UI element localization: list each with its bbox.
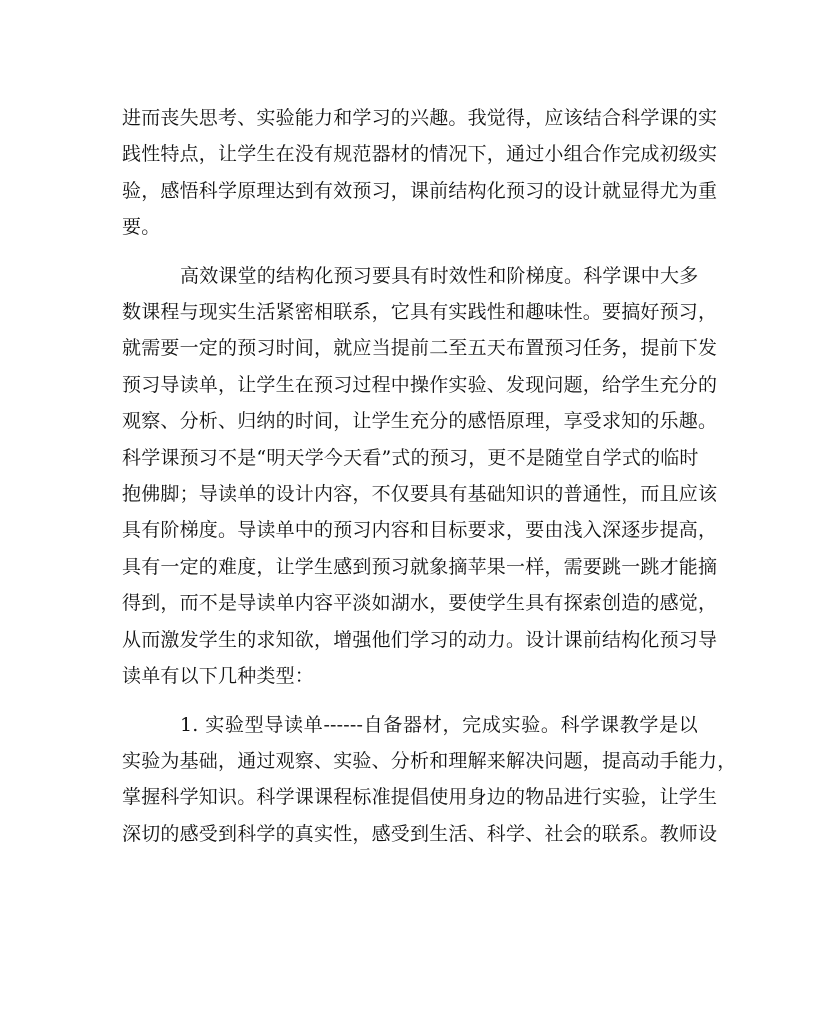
- paragraph-spacing: [122, 695, 698, 707]
- text-line: 就需要一定的预习时间，就应当提前二至五天布置预习任务，提前下发: [122, 337, 718, 360]
- paragraph-spacing: [122, 246, 698, 258]
- paragraph: [122, 707, 737, 853]
- text-line: 具有阶梯度。导读单中的预习内容和目标要求，要由浅入深逐步提高，: [122, 519, 718, 542]
- text-line: 抱佛脚；导读单的设计内容，不仅要具有基础知识的普通性，而且应该: [122, 483, 718, 506]
- paragraph: [122, 258, 718, 695]
- text-line: 读单有以下几种类型：: [122, 665, 315, 688]
- text-line: 掌握科学知识。科学课课程标准提倡使用身边的物品进行实验，让学生: [122, 786, 718, 809]
- text-line: 1. 实验型导读单------自备器材，完成实验。科学课教学是以: [180, 713, 698, 736]
- paragraph: [122, 100, 718, 246]
- text-line: 预习导读单，让学生在预习过程中操作实验、发现问题，给学生充分的: [122, 373, 718, 396]
- text-line: 实验为基础，通过观察、实验、分析和理解来解决问题，提高动手能力，: [122, 749, 737, 772]
- text-line: 要。: [122, 216, 161, 239]
- text-line: 数课程与现实生活紧密相联系，它具有实践性和趣味性。要搞好预习，: [122, 301, 718, 324]
- text-line: 从而激发学生的求知欲，增强他们学习的动力。设计课前结构化预习导: [122, 628, 718, 651]
- text-line: 具有一定的难度，让学生感到预习就象摘苹果一样，需要跳一跳才能摘: [122, 555, 718, 578]
- text-line: 得到，而不是导读单内容平淡如湖水，要使学生具有探索创造的感觉，: [122, 592, 718, 615]
- text-line: 深切的感受到科学的真实性，感受到生活、科学、社会的联系。教师设: [122, 822, 718, 845]
- text-line: 观察、分析、归纳的时间，让学生充分的感悟原理，享受求知的乐趣。: [122, 410, 718, 433]
- document-body: [122, 100, 737, 852]
- text-line: 进而丧失思考、实验能力和学习的兴趣。我觉得，应该结合科学课的实: [122, 107, 718, 129]
- text-line: 科学课预习不是“明天学今天看”式的预习，更不是随堂自学式的临时: [122, 446, 699, 469]
- text-line: 高效课堂的结构化预习要具有时效性和阶梯度。科学课中大多: [180, 264, 699, 287]
- text-line: 践性特点，让学生在没有规范器材的情况下，通过小组合作完成初级实: [122, 143, 718, 166]
- text-line: 验，感悟科学原理达到有效预习，课前结构化预习的设计就显得尤为重: [122, 179, 718, 202]
